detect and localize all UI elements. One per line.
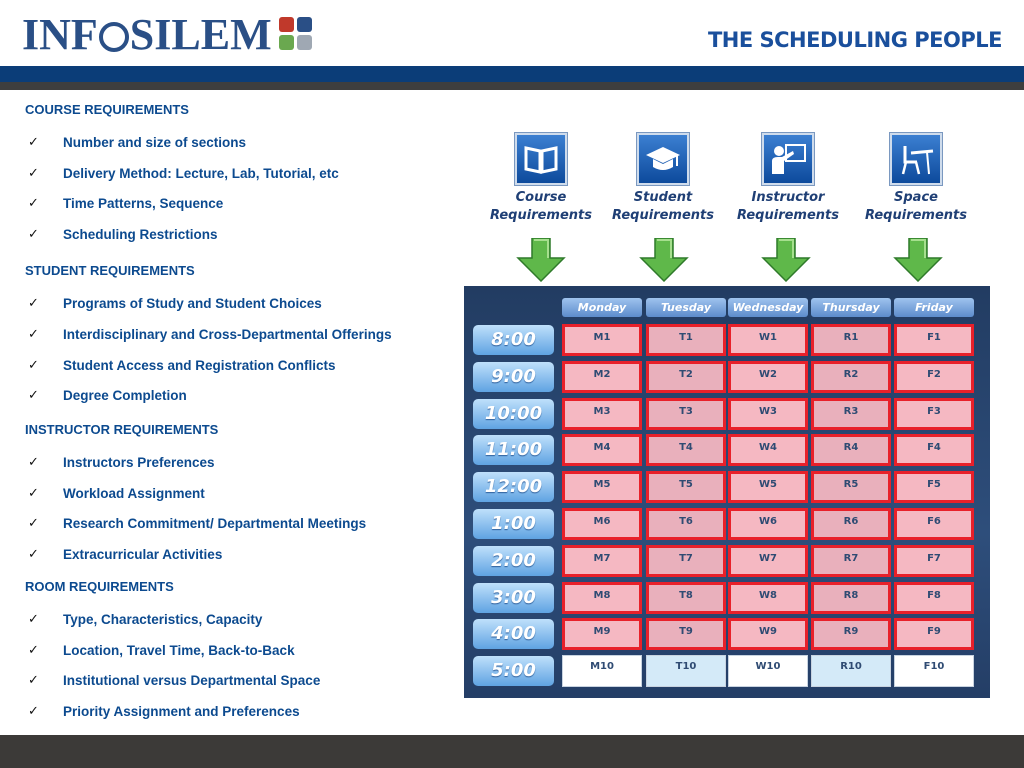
checkmark-icon: ✓ [28, 454, 39, 469]
schedule-cell[interactable]: F1 [894, 324, 974, 356]
checkmark-icon: ✓ [28, 226, 39, 241]
schedule-cell[interactable]: T4 [646, 434, 726, 466]
day-header-tuesday: Tuesday [646, 298, 726, 317]
down-arrow-icon [761, 238, 811, 282]
time-slot-label: 8:00 [473, 325, 554, 355]
schedule-cell[interactable]: M4 [562, 434, 642, 466]
schedule-cell[interactable]: F9 [894, 618, 974, 650]
schedule-cell[interactable]: W3 [728, 398, 808, 430]
section-heading-instructor: INSTRUCTOR REQUIREMENTS [25, 422, 219, 437]
checkmark-icon: ✓ [28, 485, 39, 500]
schedule-cell[interactable]: W4 [728, 434, 808, 466]
schedule-cell[interactable]: F8 [894, 582, 974, 614]
day-header-thursday: Thursday [811, 298, 891, 317]
tagline: THE SCHEDULING PEOPLE [707, 28, 1002, 52]
schedule-cell[interactable]: W10 [728, 655, 808, 687]
schedule-cell[interactable]: F6 [894, 508, 974, 540]
schedule-cell[interactable]: M5 [562, 471, 642, 503]
time-slot-label: 10:00 [473, 399, 554, 429]
checkmark-icon: ✓ [28, 134, 39, 149]
logo-square-blue [297, 17, 312, 32]
schedule-cell[interactable]: F7 [894, 545, 974, 577]
checkmark-icon: ✓ [28, 672, 39, 687]
logo-mark-icon [279, 17, 313, 51]
day-header-wednesday: Wednesday [728, 298, 808, 317]
schedule-cell[interactable]: M9 [562, 618, 642, 650]
instructor-icon [762, 133, 814, 185]
checkmark-icon: ✓ [28, 515, 39, 530]
schedule-cell[interactable]: R4 [811, 434, 891, 466]
schedule-cell[interactable]: M2 [562, 361, 642, 393]
time-slot-label: 11:00 [473, 435, 554, 465]
checkmark-icon: ✓ [28, 611, 39, 626]
footer-band [0, 735, 1024, 768]
day-header-monday: Monday [562, 298, 642, 317]
schedule-cell[interactable]: T1 [646, 324, 726, 356]
schedule-cell[interactable]: T2 [646, 361, 726, 393]
schedule-cell[interactable]: M6 [562, 508, 642, 540]
logo-square-red [279, 17, 294, 32]
checkmark-icon: ✓ [28, 703, 39, 718]
section-heading-student: STUDENT REQUIREMENTS [25, 263, 195, 278]
schedule-cell[interactable]: R6 [811, 508, 891, 540]
schedule-cell[interactable]: F10 [894, 655, 974, 687]
time-slot-label: 4:00 [473, 619, 554, 649]
header-band-shadow [0, 82, 1024, 90]
schedule-cell[interactable]: M7 [562, 545, 642, 577]
schedule-cell[interactable]: R5 [811, 471, 891, 503]
schedule-cell[interactable]: W1 [728, 324, 808, 356]
infosilem-logo [22, 10, 272, 59]
course-requirements-card [486, 133, 596, 225]
schedule-cell[interactable]: T7 [646, 545, 726, 577]
desk-chair-icon [890, 133, 942, 185]
schedule-cell[interactable]: F3 [894, 398, 974, 430]
schedule-cell[interactable]: W2 [728, 361, 808, 393]
section-heading-course: COURSE REQUIREMENTS [25, 102, 189, 117]
schedule-cell[interactable]: W9 [728, 618, 808, 650]
schedule-cell[interactable]: T8 [646, 582, 726, 614]
section-heading-room: ROOM REQUIREMENTS [25, 579, 174, 594]
schedule-cell[interactable]: F2 [894, 361, 974, 393]
requirement-label: Student Requirements [612, 190, 714, 223]
graduation-cap-icon [637, 133, 689, 185]
time-slot-label: 1:00 [473, 509, 554, 539]
time-slot-label: 3:00 [473, 583, 554, 613]
checkmark-icon: ✓ [28, 295, 39, 310]
schedule-cell[interactable]: T3 [646, 398, 726, 430]
checkmark-icon: ✓ [28, 326, 39, 341]
logo-square-gray [297, 35, 312, 50]
schedule-cell[interactable]: T6 [646, 508, 726, 540]
requirement-label: Instructor Requirements [737, 190, 839, 223]
schedule-cell[interactable]: M8 [562, 582, 642, 614]
time-slot-label: 5:00 [473, 656, 554, 686]
schedule-cell[interactable]: R10 [811, 655, 891, 687]
logo-text-start: INF [22, 10, 98, 59]
requirement-label: Course Requirements [490, 190, 592, 223]
schedule-cell[interactable]: W5 [728, 471, 808, 503]
down-arrow-icon [893, 238, 943, 282]
logo-o-ring [99, 22, 129, 52]
checkmark-icon: ✓ [28, 165, 39, 180]
time-slot-label: 2:00 [473, 546, 554, 576]
schedule-cell[interactable]: R8 [811, 582, 891, 614]
requirement-label: Space Requirements [865, 190, 967, 223]
checkmark-icon: ✓ [28, 195, 39, 210]
header-band [0, 66, 1024, 82]
schedule-cell[interactable]: W8 [728, 582, 808, 614]
schedule-cell[interactable]: T10 [646, 655, 726, 687]
schedule-grid [464, 286, 990, 698]
schedule-cell[interactable]: R2 [811, 361, 891, 393]
schedule-cell[interactable]: F5 [894, 471, 974, 503]
time-slot-label: 12:00 [473, 472, 554, 502]
schedule-cell[interactable]: W6 [728, 508, 808, 540]
schedule-cell[interactable]: R9 [811, 618, 891, 650]
down-arrow-icon [516, 238, 566, 282]
schedule-cell[interactable]: R1 [811, 324, 891, 356]
student-requirements-card [608, 133, 718, 225]
book-icon [515, 133, 567, 185]
time-slot-label: 9:00 [473, 362, 554, 392]
schedule-cell[interactable]: F4 [894, 434, 974, 466]
schedule-cell[interactable]: T9 [646, 618, 726, 650]
checkmark-icon: ✓ [28, 357, 39, 372]
checkmark-icon: ✓ [28, 642, 39, 657]
schedule-cell[interactable]: M3 [562, 398, 642, 430]
schedule-cell[interactable]: W7 [728, 545, 808, 577]
checkmark-icon: ✓ [28, 546, 39, 561]
down-arrow-icon [639, 238, 689, 282]
schedule-cell[interactable]: M10 [562, 655, 642, 687]
schedule-cell[interactable]: M1 [562, 324, 642, 356]
schedule-cell[interactable]: T5 [646, 471, 726, 503]
day-header-friday: Friday [894, 298, 974, 317]
checkmark-icon: ✓ [28, 387, 39, 402]
schedule-cell[interactable]: R7 [811, 545, 891, 577]
instructor-requirements-card [733, 133, 843, 225]
logo-square-green [279, 35, 294, 50]
space-requirements-card [861, 133, 971, 225]
schedule-cell[interactable]: R3 [811, 398, 891, 430]
logo-text-end: SILEM [129, 10, 272, 59]
